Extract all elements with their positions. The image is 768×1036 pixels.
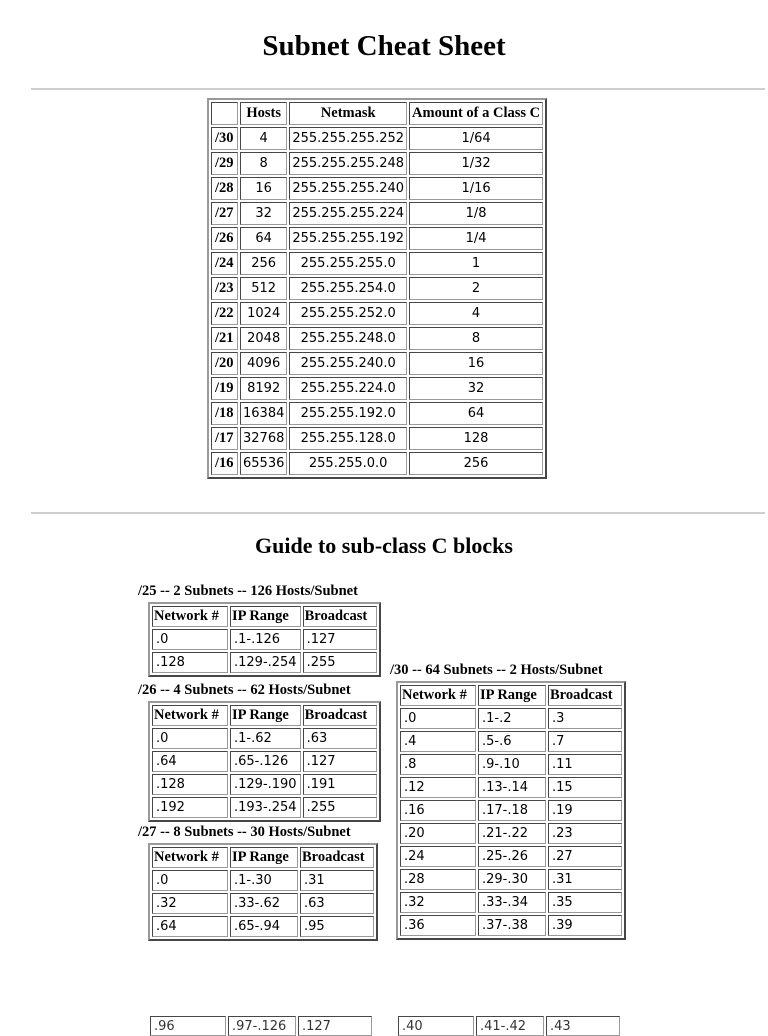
ip-range-column-header: IP Range — [230, 705, 301, 726]
broadcast-cell: .255 — [303, 652, 377, 673]
subnet-table-row — [211, 152, 543, 175]
broadcast-cell: .7 — [548, 731, 622, 752]
subnet-table — [207, 98, 547, 479]
prefix-cell: /21 — [211, 327, 238, 350]
netmask-cell: 255.255.0.0 — [289, 452, 407, 475]
cut-off-row — [398, 1016, 620, 1036]
ip-range-cell: .17-.18 — [478, 800, 546, 821]
broadcast-cell: .63 — [303, 728, 377, 749]
block-caption: /26 -- 4 Subnets -- 62 Hosts/Subnet — [138, 682, 351, 698]
block-body — [152, 870, 374, 937]
network-cell: .0 — [400, 708, 476, 729]
network-cell: .12 — [400, 777, 476, 798]
class-c-amount-cell: 1/8 — [409, 202, 543, 225]
hosts-cell: 1024 — [240, 302, 287, 325]
network-cell: .16 — [400, 800, 476, 821]
ip-range-column-header: IP Range — [478, 685, 546, 706]
hosts-cell: 64 — [240, 227, 287, 250]
hosts-cell: 8 — [240, 152, 287, 175]
subnet-table-row — [211, 452, 543, 475]
subnet-table-row — [211, 327, 543, 350]
subnet-table-row — [211, 427, 543, 450]
block-row — [152, 728, 377, 749]
hosts-cell: 32 — [240, 202, 287, 225]
block-row — [400, 731, 622, 752]
network-cell: .64 — [152, 751, 228, 772]
network-cell: .32 — [152, 893, 228, 914]
subnet-table-row — [211, 302, 543, 325]
broadcast-column-header: Broadcast — [303, 606, 377, 627]
subnet-table-body — [211, 127, 543, 475]
prefix-cell: /26 — [211, 227, 238, 250]
broadcast-cell: .31 — [300, 870, 374, 891]
block-row — [152, 893, 374, 914]
class-c-amount-cell: 1/4 — [409, 227, 543, 250]
ip-range-cell: .29-.30 — [478, 869, 546, 890]
class-c-amount-cell: 16 — [409, 352, 543, 375]
broadcast-cell: .255 — [303, 797, 377, 818]
netmask-cell: 255.255.255.224 — [289, 202, 407, 225]
block-body — [400, 708, 622, 936]
network-cell: .0 — [152, 870, 228, 891]
subnet-table-row — [211, 127, 543, 150]
prefix-cell: /18 — [211, 402, 238, 425]
broadcast-cell: .127 — [303, 629, 377, 650]
prefix-cell: /30 — [211, 127, 238, 150]
broadcast-cell: .35 — [548, 892, 622, 913]
network-cell: .24 — [400, 846, 476, 867]
subnet-table-row — [211, 202, 543, 225]
network-cell: .28 — [400, 869, 476, 890]
netmask-cell: 255.255.224.0 — [289, 377, 407, 400]
block-row — [400, 869, 622, 890]
network-column-header: Network # — [152, 705, 228, 726]
hosts-cell: 4096 — [240, 352, 287, 375]
ip-range-cell: .33-.62 — [230, 893, 298, 914]
block-row — [152, 916, 374, 937]
ip-range-cell: .1-.2 — [478, 708, 546, 729]
ip-range-cell: .41-.42 — [476, 1016, 544, 1036]
prefix-cell: /20 — [211, 352, 238, 375]
class-c-amount-cell: 1 — [409, 252, 543, 275]
block-row — [152, 652, 377, 673]
block-row — [400, 754, 622, 775]
prefix-cell: /16 — [211, 452, 238, 475]
broadcast-cell: .31 — [548, 869, 622, 890]
subnet-table-row — [211, 277, 543, 300]
broadcast-cell: .39 — [548, 915, 622, 936]
prefix-cell: /22 — [211, 302, 238, 325]
netmask-cell: 255.255.128.0 — [289, 427, 407, 450]
subnet-table-row — [211, 252, 543, 275]
prefix-cell: /27 — [211, 202, 238, 225]
netmask-column-header: Netmask — [289, 102, 407, 125]
broadcast-cell: .127 — [298, 1016, 372, 1036]
block-header-row — [152, 705, 377, 726]
class-c-amount-cell: 32 — [409, 377, 543, 400]
subnet-table-row — [211, 227, 543, 250]
block-row — [152, 797, 377, 818]
netmask-cell: 255.255.255.192 — [289, 227, 407, 250]
ip-range-cell: .1-.30 — [230, 870, 298, 891]
prefix-cell: /28 — [211, 177, 238, 200]
page-title: Subnet Cheat Sheet — [262, 30, 506, 62]
broadcast-column-header: Broadcast — [303, 705, 377, 726]
hosts-cell: 512 — [240, 277, 287, 300]
broadcast-cell: .191 — [303, 774, 377, 795]
network-column-header: Network # — [152, 847, 228, 868]
ip-range-column-header: IP Range — [230, 847, 298, 868]
network-cell: .0 — [152, 629, 228, 650]
block-body — [152, 629, 377, 673]
ip-range-cell: .25-.26 — [478, 846, 546, 867]
network-cell: .192 — [152, 797, 228, 818]
network-column-header: Network # — [152, 606, 228, 627]
broadcast-cell: .11 — [548, 754, 622, 775]
block-row — [400, 892, 622, 913]
hosts-cell: 65536 — [240, 452, 287, 475]
broadcast-cell: .15 — [548, 777, 622, 798]
prefix-cell: /24 — [211, 252, 238, 275]
block-caption: /25 -- 2 Subnets -- 126 Hosts/Subnet — [138, 583, 358, 599]
network-cell: .32 — [400, 892, 476, 913]
broadcast-cell: .19 — [548, 800, 622, 821]
network-cell: .128 — [152, 652, 228, 673]
ip-range-cell: .9-.10 — [478, 754, 546, 775]
block-header-row — [152, 606, 377, 627]
subnet-table-header-row — [211, 102, 543, 125]
block-row — [152, 629, 377, 650]
block-row — [400, 800, 622, 821]
ip-range-cell: .129-.190 — [230, 774, 301, 795]
ip-range-cell: .13-.14 — [478, 777, 546, 798]
block-row — [400, 708, 622, 729]
block-caption: /30 -- 64 Subnets -- 2 Hosts/Subnet — [390, 662, 603, 678]
network-cell: .0 — [152, 728, 228, 749]
class-c-column-header: Amount of a Class C — [409, 102, 543, 125]
hosts-column-header: Hosts — [240, 102, 287, 125]
ip-range-column-header: IP Range — [230, 606, 301, 627]
ip-range-cell: .97-.126 — [228, 1016, 296, 1036]
broadcast-cell: .63 — [300, 893, 374, 914]
broadcast-cell: .95 — [300, 916, 374, 937]
block-row — [400, 777, 622, 798]
netmask-cell: 255.255.255.252 — [289, 127, 407, 150]
section-divider — [31, 512, 765, 514]
hosts-cell: 32768 — [240, 427, 287, 450]
cut-off-row — [150, 1016, 372, 1036]
ip-range-cell: .65-.126 — [230, 751, 301, 772]
class-c-amount-cell: 1/16 — [409, 177, 543, 200]
prefix-cell: /23 — [211, 277, 238, 300]
prefix-cell: /19 — [211, 377, 238, 400]
broadcast-cell: .27 — [548, 846, 622, 867]
broadcast-cell: .23 — [548, 823, 622, 844]
ip-range-cell: .5-.6 — [478, 731, 546, 752]
hosts-cell: 8192 — [240, 377, 287, 400]
network-cell: .36 — [400, 915, 476, 936]
netmask-cell: 255.255.255.0 — [289, 252, 407, 275]
hosts-cell: 16384 — [240, 402, 287, 425]
network-cell: .64 — [152, 916, 228, 937]
netmask-cell: 255.255.255.248 — [289, 152, 407, 175]
broadcast-cell: .43 — [546, 1016, 620, 1036]
netmask-cell: 255.255.248.0 — [289, 327, 407, 350]
netmask-cell: 255.255.254.0 — [289, 277, 407, 300]
prefix-column-header — [211, 102, 238, 125]
block-header-row — [400, 685, 622, 706]
section-title: Guide to sub-class C blocks — [255, 533, 513, 558]
subnet-table-row — [211, 352, 543, 375]
network-cell: .96 — [150, 1016, 226, 1036]
block-body — [152, 728, 377, 818]
ip-range-cell: .1-.62 — [230, 728, 301, 749]
class-c-amount-cell: 256 — [409, 452, 543, 475]
netmask-cell: 255.255.240.0 — [289, 352, 407, 375]
prefix-cell: /29 — [211, 152, 238, 175]
block-caption: /27 -- 8 Subnets -- 30 Hosts/Subnet — [138, 824, 351, 840]
netmask-cell: 255.255.192.0 — [289, 402, 407, 425]
block-row — [400, 915, 622, 936]
ip-range-cell: .21-.22 — [478, 823, 546, 844]
broadcast-cell: .127 — [303, 751, 377, 772]
broadcast-column-header: Broadcast — [548, 685, 622, 706]
netmask-cell: 255.255.252.0 — [289, 302, 407, 325]
subnet-table-row — [211, 177, 543, 200]
prefix-cell: /17 — [211, 427, 238, 450]
block-row — [400, 846, 622, 867]
ip-range-cell: .37-.38 — [478, 915, 546, 936]
block-header-row — [152, 847, 374, 868]
hosts-cell: 2048 — [240, 327, 287, 350]
class-c-amount-cell: 128 — [409, 427, 543, 450]
class-c-amount-cell: 8 — [409, 327, 543, 350]
block-row — [152, 751, 377, 772]
ip-range-cell: .33-.34 — [478, 892, 546, 913]
network-cell: .20 — [400, 823, 476, 844]
network-cell: .40 — [398, 1016, 474, 1036]
subnet-table-row — [211, 377, 543, 400]
broadcast-column-header: Broadcast — [300, 847, 374, 868]
network-cell: .128 — [152, 774, 228, 795]
block-row — [400, 823, 622, 844]
ip-range-cell: .1-.126 — [230, 629, 301, 650]
ip-range-cell: .129-.254 — [230, 652, 301, 673]
top-divider — [31, 88, 765, 90]
network-cell: .4 — [400, 731, 476, 752]
block-table — [396, 681, 626, 940]
netmask-cell: 255.255.255.240 — [289, 177, 407, 200]
block-table — [148, 602, 381, 677]
network-cell: .8 — [400, 754, 476, 775]
ip-range-cell: .193-.254 — [230, 797, 301, 818]
ip-range-cell: .65-.94 — [230, 916, 298, 937]
block-table — [148, 701, 381, 822]
class-c-amount-cell: 64 — [409, 402, 543, 425]
class-c-amount-cell: 1/32 — [409, 152, 543, 175]
block-row — [152, 870, 374, 891]
block-table — [148, 843, 378, 941]
class-c-amount-cell: 2 — [409, 277, 543, 300]
hosts-cell: 256 — [240, 252, 287, 275]
block-row — [152, 774, 377, 795]
hosts-cell: 4 — [240, 127, 287, 150]
network-column-header: Network # — [400, 685, 476, 706]
hosts-cell: 16 — [240, 177, 287, 200]
class-c-amount-cell: 4 — [409, 302, 543, 325]
class-c-amount-cell: 1/64 — [409, 127, 543, 150]
broadcast-cell: .3 — [548, 708, 622, 729]
subnet-table-row — [211, 402, 543, 425]
